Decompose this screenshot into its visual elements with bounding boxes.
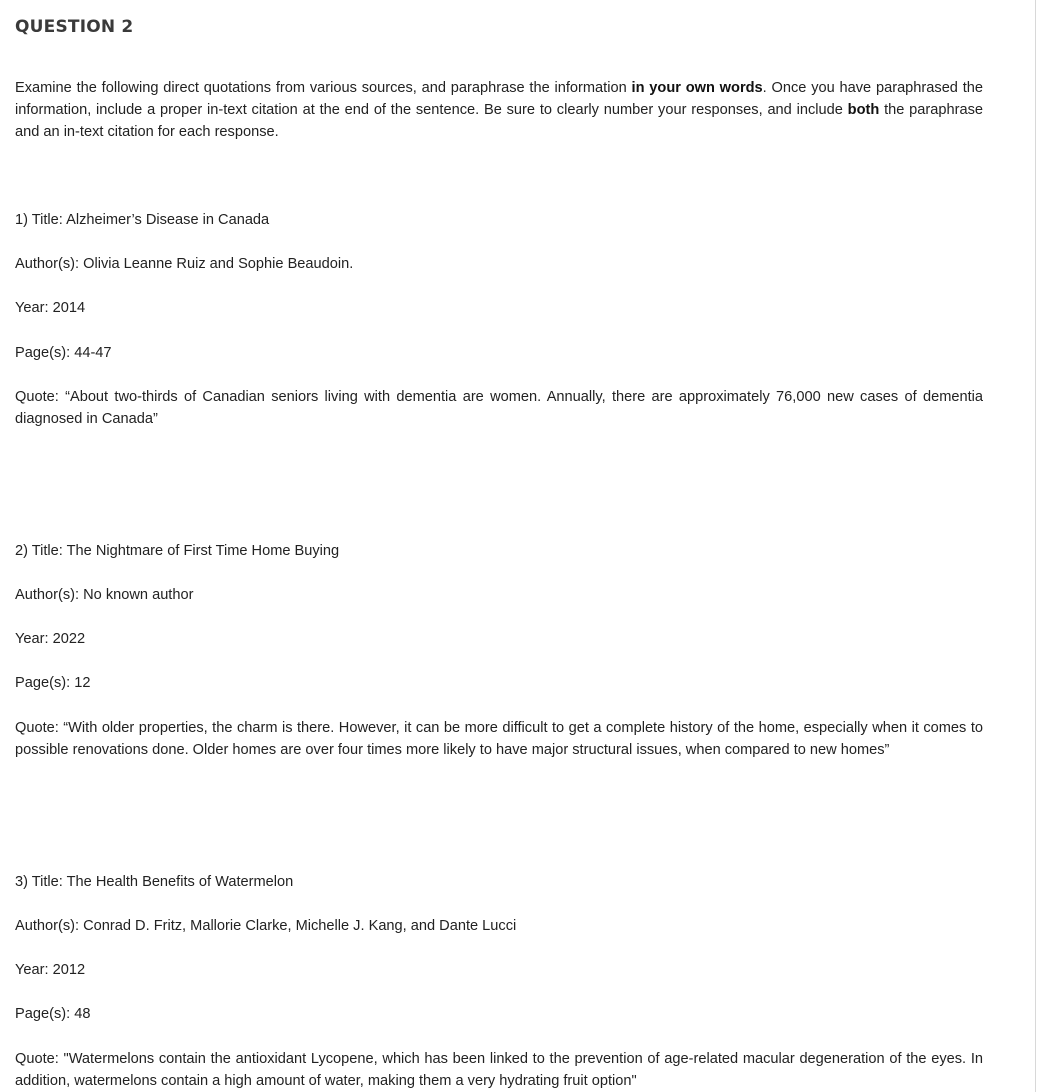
source-authors: Author(s): Olivia Leanne Ruiz and Sophie Beaudoin. bbox=[15, 256, 354, 272]
source-pages: Page(s): 48 bbox=[15, 1006, 91, 1022]
page-edge-rule bbox=[1035, 0, 1036, 1092]
source-pages: Page(s): 12 bbox=[15, 675, 91, 691]
source-pages: Page(s): 44-47 bbox=[15, 345, 112, 361]
source-quote: Quote: "Watermelons contain the antioxidant Lycopene, which has been linked to the prevention of age-related macular degeneration of the eyes. In addition, watermelons contain a high amount of water, making them a very hydrating fruit option" bbox=[15, 1051, 983, 1089]
instructions-text-2: . Once you have paraphrased the information, include a proper in-text citation at the end of the sentence. Be sure to clearly number your responses, and include bbox=[15, 80, 984, 118]
instructions-text-3: the paraphrase and an in-text citation for each response. bbox=[15, 102, 983, 140]
source-year: Year: 2012 bbox=[15, 962, 86, 978]
instructions-text-1: Examine the following direct quotations from various sources, and paraphrase the information bbox=[15, 80, 632, 96]
source-title: 1) Title: Alzheimer’s Disease in Canada bbox=[15, 212, 270, 228]
source-quote: Quote: “About two-thirds of Canadian seniors living with dementia are women. Annually, there are approximately 76,000 new cases of dementia diagnosed in Canada” bbox=[15, 389, 983, 427]
source-title: 3) Title: The Health Benefits of Watermelon bbox=[15, 874, 294, 890]
source-quote: Quote: “With older properties, the charm is there. However, it can be more difficult to get a complete history of the home, especially when it comes to possible renovations done. Older homes are over four times more likely to have major structural issues, when compared to new homes” bbox=[15, 720, 983, 758]
source-year: Year: 2014 bbox=[15, 300, 86, 316]
question-instructions bbox=[15, 77, 983, 143]
source-title: 2) Title: The Nightmare of First Time Home Buying bbox=[15, 543, 340, 559]
instructions-emphasis-both: both bbox=[847, 102, 880, 118]
instructions-emphasis-own-words: in your own words bbox=[631, 80, 763, 96]
source-authors: Author(s): Conrad D. Fritz, Mallorie Clarke, Michelle J. Kang, and Dante Lucci bbox=[15, 918, 517, 934]
question-title: QUESTION 2 bbox=[15, 17, 134, 37]
source-authors: Author(s): No known author bbox=[15, 587, 194, 603]
source-year: Year: 2022 bbox=[15, 631, 86, 647]
